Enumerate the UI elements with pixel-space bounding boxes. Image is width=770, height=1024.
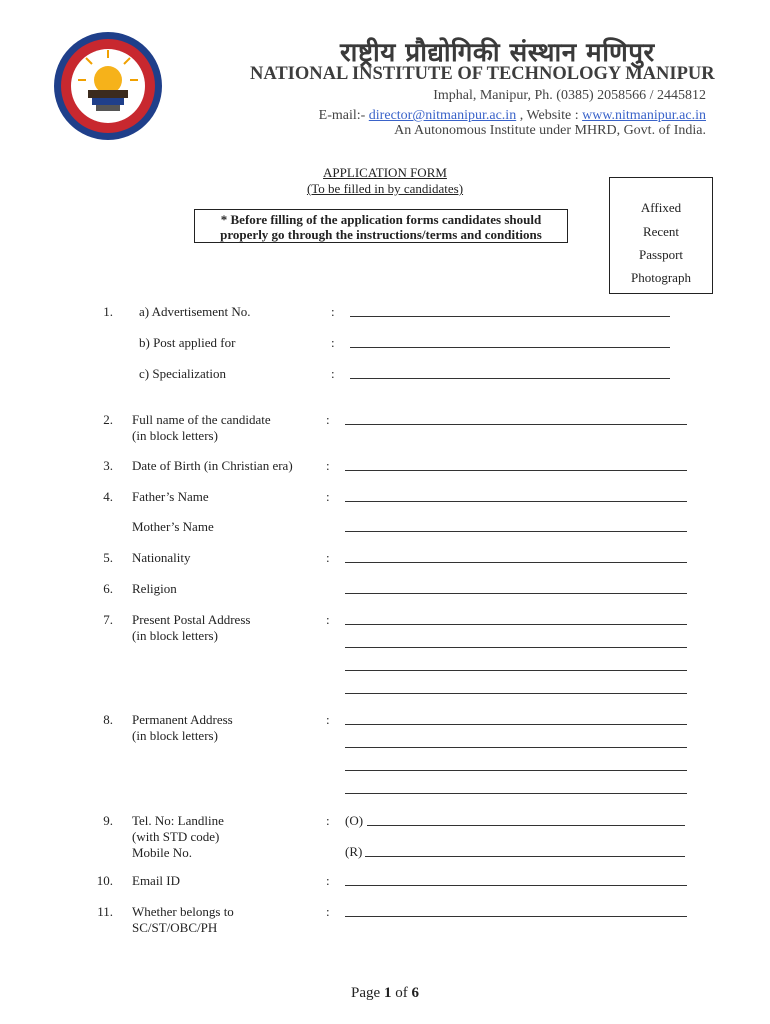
colon: : xyxy=(331,304,335,319)
advertisement-no-label: a) Advertisement No. xyxy=(139,304,251,319)
photo-box-line-3: Passport xyxy=(638,247,684,262)
email-id-label: Email ID xyxy=(132,873,181,888)
instruction-line-1: * Before filling of the application forms candidates should xyxy=(220,212,542,227)
instruction-line-2: properly go through the instructions/terms and conditions xyxy=(220,227,542,242)
hindi-institute-title: राष्ट्रीय प्रौद्योगिकी संस्थान मणिपुर xyxy=(340,38,655,68)
field-3-number: 3. xyxy=(103,458,113,473)
category-label-line-1: Whether belongs to xyxy=(132,904,234,919)
website-link[interactable]: www.nitmanipur.ac.in xyxy=(582,108,706,123)
permanent-address-field-line-4[interactable] xyxy=(345,793,687,794)
present-address-label-line-2: (in block letters) xyxy=(132,628,218,643)
of-word: of xyxy=(391,985,412,1001)
page-word: Page xyxy=(351,985,384,1001)
telephone-label-line-2: (with STD code) xyxy=(132,829,220,844)
photo-box-line-4: Photograph xyxy=(631,270,691,285)
present-address-field-line-3[interactable] xyxy=(345,670,687,671)
full-name-label-line-2: (in block letters) xyxy=(132,428,218,443)
father-name-field[interactable] xyxy=(345,501,687,502)
landline-residence-field[interactable] xyxy=(365,856,685,857)
full-name-field[interactable] xyxy=(345,424,687,425)
colon: : xyxy=(326,712,330,727)
mother-name-label: Mother’s Name xyxy=(132,519,214,534)
telephone-label-line-3: Mobile No. xyxy=(132,845,192,860)
website-label: , Website : xyxy=(516,108,583,123)
permanent-address-field-line-1[interactable] xyxy=(345,724,687,725)
field-6-number: 6. xyxy=(103,581,113,596)
permanent-address-label xyxy=(132,712,233,744)
full-name-label-line-1: Full name of the candidate xyxy=(132,412,271,427)
permanent-address-field-line-3[interactable] xyxy=(345,770,687,771)
colon: : xyxy=(326,612,330,627)
present-address-label-line-1: Present Postal Address xyxy=(132,612,251,627)
field-1-number: 1. xyxy=(103,304,113,319)
telephone-label xyxy=(132,813,224,861)
form-title: APPLICATION FORM xyxy=(323,165,447,180)
total-pages: 6 xyxy=(411,985,419,1001)
colon: : xyxy=(326,550,330,565)
colon: : xyxy=(326,458,330,473)
category-label xyxy=(132,904,234,936)
photo-box-line-1: Affixed xyxy=(640,200,682,215)
field-7-number: 7. xyxy=(103,612,113,627)
dob-label: Date of Birth (in Christian era) xyxy=(132,458,293,473)
father-name-label: Father’s Name xyxy=(132,489,209,504)
email-label: E-mail:- xyxy=(318,108,369,123)
permanent-address-field-line-2[interactable] xyxy=(345,747,687,748)
dob-field[interactable] xyxy=(345,470,687,471)
form-subtitle: (To be filled in by candidates) xyxy=(306,181,464,196)
colon: : xyxy=(326,813,330,828)
post-applied-label: b) Post applied for xyxy=(139,335,236,350)
colon: : xyxy=(331,366,335,381)
photo-box-line-2: Recent xyxy=(642,224,680,239)
current-page: 1 xyxy=(383,985,392,1001)
field-8-number: 8. xyxy=(103,712,113,727)
institute-name: NATIONAL INSTITUTE OF TECHNOLOGY MANIPUR xyxy=(250,64,715,84)
field-4-number: 4. xyxy=(103,489,113,504)
full-name-label xyxy=(132,412,271,444)
colon: : xyxy=(326,904,330,919)
category-label-line-2: SC/ST/OBC/PH xyxy=(132,920,218,935)
field-5-number: 5. xyxy=(103,550,113,565)
institute-tagline: An Autonomous Institute under MHRD, Govt. of India. xyxy=(394,123,706,138)
advertisement-no-field[interactable] xyxy=(350,316,670,317)
present-address-label xyxy=(132,612,250,644)
field-2-number: 2. xyxy=(103,412,113,427)
post-applied-field[interactable] xyxy=(350,347,670,348)
landline-office-prefix: (O) xyxy=(345,813,364,828)
field-9-number: 9. xyxy=(103,813,113,828)
telephone-label-line-1: Tel. No: Landline xyxy=(132,813,224,828)
landline-residence-prefix: (R) xyxy=(345,844,363,859)
present-address-field-line-2[interactable] xyxy=(345,647,687,648)
nationality-label: Nationality xyxy=(132,550,191,565)
field-10-number: 10. xyxy=(96,873,113,888)
field-11-number: 11. xyxy=(97,904,113,919)
present-address-field-line-1[interactable] xyxy=(345,624,687,625)
landline-office-field[interactable] xyxy=(367,825,685,826)
nationality-field[interactable] xyxy=(345,562,687,563)
category-field[interactable] xyxy=(345,916,687,917)
permanent-address-label-line-2: (in block letters) xyxy=(132,728,218,743)
religion-field[interactable] xyxy=(345,593,687,594)
colon: : xyxy=(326,412,330,427)
institute-logo xyxy=(52,30,164,142)
specialization-field[interactable] xyxy=(350,378,670,379)
page-number xyxy=(0,985,770,1002)
colon: : xyxy=(326,873,330,888)
contact-line xyxy=(319,108,706,124)
email-id-field[interactable] xyxy=(345,885,687,886)
photo-box xyxy=(609,177,713,294)
specialization-label: c) Specialization xyxy=(139,366,226,381)
email-link[interactable]: director@nitmanipur.ac.in xyxy=(368,108,517,123)
mother-name-field[interactable] xyxy=(345,531,687,532)
address-phone: Imphal, Manipur, Ph. (0385) 2058566 / 2445812 xyxy=(433,88,706,103)
present-address-field-line-4[interactable] xyxy=(345,693,687,694)
colon: : xyxy=(326,489,330,504)
instruction-box xyxy=(194,209,568,243)
religion-label: Religion xyxy=(132,581,177,596)
permanent-address-label-line-1: Permanent Address xyxy=(132,712,233,727)
colon: : xyxy=(331,335,335,350)
